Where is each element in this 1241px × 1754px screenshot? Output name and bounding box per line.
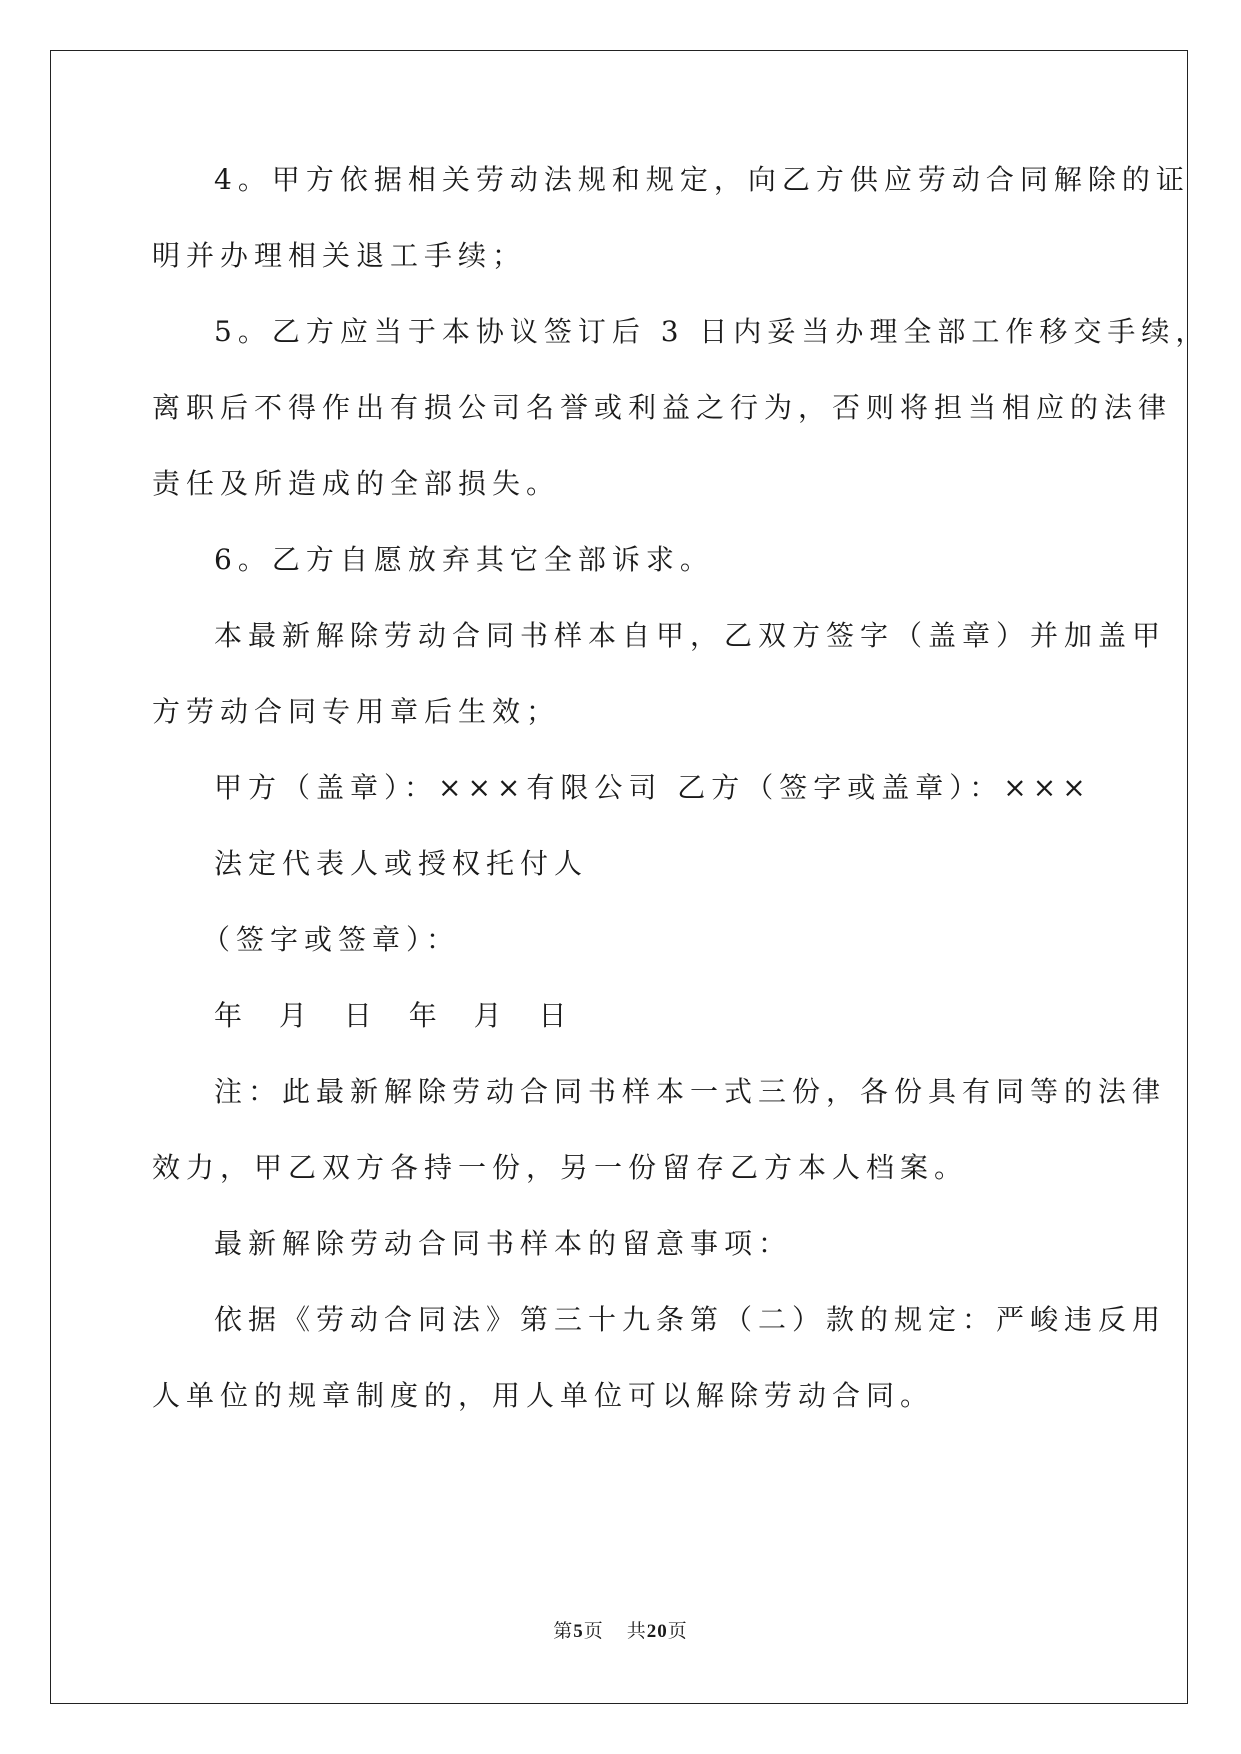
- signature-party-line: 甲方（盖章）：×××有限公司 乙方（签字或盖章）：×××: [214, 771, 1092, 804]
- paragraph-line: 本最新解除劳动合同书样本自甲，乙双方签字（盖章）并加盖甲: [214, 619, 1167, 652]
- total-pages: 20: [646, 1621, 668, 1642]
- paragraph-line: 注：此最新解除劳动合同书样本一式三份，各份具有同等的法律: [214, 1075, 1167, 1108]
- paragraph-line: 4。甲方依据相关劳动法规和规定，向乙方供应劳动合同解除的证: [214, 163, 1190, 196]
- paragraph-line: 离职后不得作出有损公司名誉或利益之行为，否则将担当相应的法律: [152, 391, 1173, 424]
- page-suffix: 页: [583, 1621, 604, 1642]
- total-suffix: 页: [667, 1621, 688, 1642]
- signature-note-line: （签字或签章）：: [202, 923, 461, 956]
- paragraph-line: 责任及所造成的全部损失。: [152, 467, 561, 500]
- page-prefix: 第: [553, 1621, 574, 1642]
- representative-line: 法定代表人或授权托付人: [214, 847, 589, 880]
- page-footer: [0, 1616, 1241, 1643]
- paragraph-line: 依据《劳动合同法》第三十九条第（二）款的规定：严峻违反用: [214, 1303, 1167, 1336]
- date-line: 年 月 日 年 月 日: [214, 999, 581, 1032]
- total-prefix: 共: [626, 1621, 647, 1642]
- section-heading: 最新解除劳动合同书样本的留意事项：: [214, 1227, 793, 1260]
- page-number: 5: [573, 1621, 584, 1642]
- paragraph-line: 方劳动合同专用章后生效；: [152, 695, 561, 728]
- paragraph-line: 明并办理相关退工手续；: [152, 239, 527, 272]
- paragraph-line: 人单位的规章制度的，用人单位可以解除劳动合同。: [152, 1379, 935, 1412]
- paragraph-line: 6。乙方自愿放弃其它全部诉求。: [214, 543, 714, 576]
- paragraph-line: 效力，甲乙双方各持一份，另一份留存乙方本人档案。: [152, 1151, 969, 1184]
- paragraph-line: 5。乙方应当于本协议签订后 3 日内妥当办理全部工作移交手续，: [214, 315, 1210, 348]
